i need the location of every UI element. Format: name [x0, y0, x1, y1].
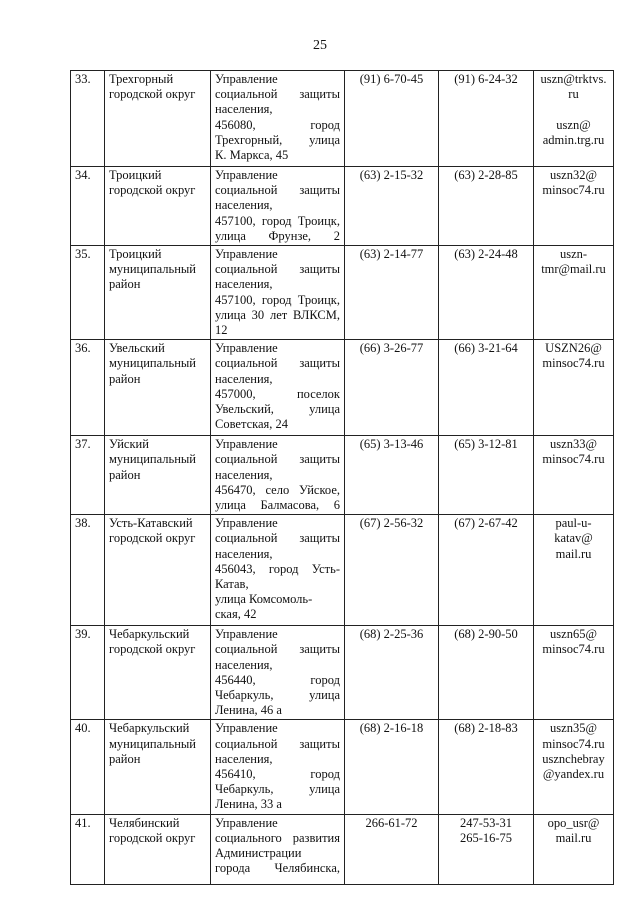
municipality-cell — [105, 71, 211, 167]
row-number-cell — [71, 814, 105, 884]
fax-number: (63) 2-28-85 — [454, 168, 518, 182]
municipality-name-line: городской округ — [109, 87, 196, 102]
email-cell — [534, 814, 614, 884]
municipality-name-line: городской округ — [109, 183, 196, 198]
organization-line: социальной защиты — [215, 262, 340, 277]
row-number-cell — [71, 71, 105, 167]
email-line: minsoc74.ru — [542, 183, 605, 198]
municipality-name-line: городской округ — [109, 531, 196, 546]
organization-line: 456440, город — [215, 672, 340, 687]
fax-cell — [439, 71, 534, 167]
organization-line: Чебаркуль, улица — [215, 688, 340, 703]
municipality-name-line: муниципальный — [109, 262, 196, 277]
organization-line: населения, — [215, 371, 273, 386]
organization-line: населения, — [215, 277, 273, 292]
phone-number: (65) 3-13-46 — [359, 437, 424, 452]
municipality-cell — [105, 167, 211, 246]
fax-cell — [439, 436, 534, 515]
organization-line: Управление — [215, 168, 278, 182]
organization-cell — [211, 340, 345, 436]
fax-number: (91) 6-24-32 — [454, 72, 518, 86]
organization-line: Управление — [215, 721, 278, 736]
municipality-name-line: Чебаркульский — [109, 627, 190, 642]
row-number: 36. — [75, 341, 91, 356]
municipality-cell — [105, 720, 211, 814]
organization-line: социальной защиты — [215, 736, 340, 751]
organization-line: улица Балмасова, 6 — [215, 498, 340, 513]
organization-line: улица Комсомоль- — [215, 592, 313, 607]
email-line: minsoc74.ru — [542, 736, 605, 751]
fax-cell — [439, 167, 534, 246]
row-number-cell — [71, 167, 105, 246]
organization-line: 457100, город Троицк, — [215, 213, 340, 228]
organization-cell — [211, 436, 345, 515]
email-line: paul-u- — [555, 516, 592, 531]
phone-number: (66) 3-26-77 — [359, 341, 424, 356]
organization-line: города Челябинска, — [215, 861, 340, 876]
phone-number: 266-61-72 — [365, 815, 418, 830]
row-number-cell — [71, 515, 105, 626]
fax-cell — [439, 814, 534, 884]
municipality-name-line: район — [109, 751, 141, 766]
municipality-name-line: Троицкий — [109, 247, 162, 262]
organization-line: 12 — [215, 323, 228, 338]
email-line: katav@ — [554, 531, 593, 546]
organization-line: Ленина, 33 а — [215, 797, 282, 812]
fax-number: 265-16-75 — [459, 830, 513, 845]
email-line: opo_usr@ — [547, 815, 600, 830]
fax-cell — [439, 720, 534, 814]
municipality-name-line: район — [109, 467, 141, 482]
organization-cell — [211, 246, 345, 340]
municipality-name-line: Чебаркульский — [109, 721, 190, 736]
municipality-cell — [105, 246, 211, 340]
email-cell — [534, 246, 614, 340]
municipality-name-line: Увельский — [109, 341, 165, 356]
municipality-name-line: район — [109, 277, 141, 292]
row-number-cell — [71, 720, 105, 814]
phone-cell — [345, 246, 439, 340]
organization-line: населения, — [215, 102, 273, 117]
row-number: 35. — [75, 247, 91, 262]
email-line: USZN26@ — [545, 341, 602, 356]
phone-number: (68) 2-25-36 — [359, 627, 424, 642]
organization-line: социальной защиты — [215, 183, 340, 198]
phone-number: (68) 2-16-18 — [359, 721, 424, 736]
phone-cell — [345, 436, 439, 515]
organization-line: населения, — [215, 198, 273, 213]
phone-cell — [345, 71, 439, 167]
registry-body — [71, 71, 614, 885]
municipality-name-line: муниципальный — [109, 356, 196, 371]
organization-line: Советская, 24 — [215, 417, 289, 432]
email-line: uszn65@ — [550, 627, 597, 642]
email-line: uszn33@ — [550, 437, 597, 452]
municipality-name-line: городской округ — [109, 830, 196, 845]
municipality-name-line: Уйский — [109, 437, 149, 452]
fax-number: 247-53-31 — [459, 815, 513, 830]
municipality-cell — [105, 814, 211, 884]
organization-line: Управление — [215, 437, 278, 452]
row-number: 37. — [75, 437, 91, 452]
municipality-name-line: муниципальный — [109, 736, 196, 751]
organization-line: социального развития — [215, 830, 340, 845]
email-line: uszn32@ — [550, 168, 597, 182]
row-number-cell — [71, 626, 105, 720]
phone-number: (67) 2-56-32 — [359, 516, 424, 531]
phone-number: (63) 2-14-77 — [359, 247, 424, 262]
organization-line: Управление — [215, 247, 278, 262]
organization-line: социальной защиты — [215, 87, 340, 102]
email-line: mail.ru — [555, 830, 592, 845]
registry-table — [70, 70, 614, 885]
table-row — [71, 340, 614, 436]
organization-line: улица 30 лет ВЛКСМ, — [215, 307, 340, 322]
organization-line: ская, 42 — [215, 607, 257, 622]
email-line: admin.trg.ru — [542, 132, 605, 147]
fax-number: (67) 2-67-42 — [454, 516, 518, 531]
row-number-cell — [71, 436, 105, 515]
organization-line: 456410, город — [215, 767, 340, 782]
email-cell — [534, 626, 614, 720]
organization-line: населения, — [215, 467, 273, 482]
row-number: 34. — [75, 168, 91, 182]
email-line: uszn@trktvs. — [540, 72, 607, 86]
table-row — [71, 720, 614, 814]
page-number: 25 — [313, 38, 327, 53]
phone-cell — [345, 626, 439, 720]
fax-cell — [439, 626, 534, 720]
organization-line: улица Фрунзе, 2 — [215, 228, 340, 243]
organization-line: Ленина, 46 а — [215, 703, 282, 718]
row-number-cell — [71, 246, 105, 340]
organization-cell — [211, 626, 345, 720]
phone-cell — [345, 515, 439, 626]
organization-line: Администрации — [215, 846, 302, 861]
organization-line: населения, — [215, 657, 273, 672]
municipality-cell — [105, 436, 211, 515]
municipality-name-line: Челябинский — [109, 815, 180, 830]
municipality-name-line: район — [109, 371, 141, 386]
organization-line: Управление — [215, 627, 278, 642]
table-row — [71, 167, 614, 246]
row-number: 33. — [75, 72, 91, 86]
municipality-cell — [105, 340, 211, 436]
organization-cell — [211, 720, 345, 814]
organization-cell — [211, 515, 345, 626]
organization-line: Управление — [215, 72, 278, 86]
table-row — [71, 71, 614, 167]
municipality-name-line: Троицкий — [109, 168, 162, 182]
table-row — [71, 515, 614, 626]
phone-cell — [345, 720, 439, 814]
municipality-cell — [105, 626, 211, 720]
organization-line: населения, — [215, 546, 273, 561]
email-line: uszn35@ — [550, 721, 597, 736]
row-number: 40. — [75, 721, 91, 736]
organization-line: 456080, город — [215, 117, 340, 132]
organization-line: 456043, город Усть- — [215, 561, 340, 576]
phone-number: (63) 2-15-32 — [359, 168, 424, 182]
email-line: mail.ru — [555, 546, 592, 561]
organization-cell — [211, 71, 345, 167]
organization-line: социальной защиты — [215, 452, 340, 467]
organization-line: Увельский, улица — [215, 402, 340, 417]
phone-number: (91) 6-70-45 — [359, 72, 424, 86]
row-number: 41. — [75, 815, 91, 830]
row-number: 39. — [75, 627, 91, 642]
organization-line: социальной защиты — [215, 531, 340, 546]
fax-number: (68) 2-90-50 — [454, 627, 518, 642]
organization-line: Управление — [215, 341, 278, 356]
email-cell — [534, 436, 614, 515]
organization-cell — [211, 814, 345, 884]
municipality-cell — [105, 515, 211, 626]
organization-line: Чебаркуль, улица — [215, 782, 340, 797]
phone-cell — [345, 814, 439, 884]
row-number: 38. — [75, 516, 91, 531]
municipality-name-line: городской округ — [109, 642, 196, 657]
fax-cell — [439, 246, 534, 340]
email-line: usznchebray — [542, 751, 605, 766]
email-line: minsoc74.ru — [542, 452, 605, 467]
organization-cell — [211, 167, 345, 246]
municipality-name-line: муниципальный — [109, 452, 196, 467]
email-line: @yandex.ru — [542, 767, 605, 782]
fax-number: (68) 2-18-83 — [454, 721, 518, 736]
email-cell — [534, 71, 614, 167]
phone-cell — [345, 340, 439, 436]
row-number-cell — [71, 340, 105, 436]
organization-line: К. Маркса, 45 — [215, 148, 289, 163]
phone-cell — [345, 167, 439, 246]
email-line: uszn@ — [556, 117, 591, 132]
table-row — [71, 626, 614, 720]
email-line: ru — [568, 87, 579, 102]
municipality-name-line: Усть-Катавский — [109, 516, 193, 531]
organization-line: 457000, поселок — [215, 386, 340, 401]
fax-number: (65) 3-12-81 — [454, 437, 518, 452]
table-row — [71, 814, 614, 884]
email-line: minsoc74.ru — [542, 356, 605, 371]
fax-cell — [439, 515, 534, 626]
organization-line: социальной защиты — [215, 356, 340, 371]
fax-cell — [439, 340, 534, 436]
organization-line: Управление — [215, 815, 278, 830]
fax-number: (66) 3-21-64 — [454, 341, 518, 356]
email-line: tmr@mail.ru — [541, 262, 606, 277]
organization-line: 457100, город Троицк, — [215, 292, 340, 307]
fax-number: (63) 2-24-48 — [454, 247, 518, 262]
email-cell — [534, 515, 614, 626]
organization-line: Трехгорный, улица — [215, 132, 340, 147]
email-cell — [534, 720, 614, 814]
email-line: uszn- — [559, 247, 588, 262]
organization-line: 456470, село Уйское, — [215, 482, 340, 497]
table-row — [71, 436, 614, 515]
organization-line: населения, — [215, 751, 273, 766]
email-cell — [534, 340, 614, 436]
organization-line: социальной защиты — [215, 642, 340, 657]
email-line — [538, 102, 609, 117]
organization-line: Управление — [215, 516, 278, 531]
email-line: minsoc74.ru — [542, 642, 605, 657]
email-cell — [534, 167, 614, 246]
municipality-name-line: Трехгорный — [109, 72, 174, 86]
organization-line: Катав, — [215, 577, 249, 592]
table-row — [71, 246, 614, 340]
